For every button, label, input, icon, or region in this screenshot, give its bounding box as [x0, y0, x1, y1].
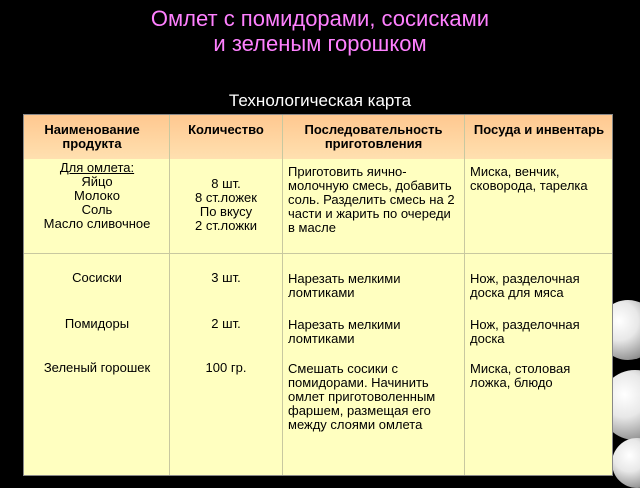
product-cell: Сосиски — [72, 270, 122, 285]
omelet-qty: 2 ст.ложки — [195, 218, 257, 233]
product-cell: Зеленый горошек — [43, 360, 151, 375]
product-cell: Помидоры — [64, 316, 130, 331]
sequence-cell: Нарезать мелкими ломтиками — [288, 317, 401, 346]
omelet-item: Соль — [81, 202, 113, 217]
sequence-cell: Нарезать мелкими ломтиками — [288, 271, 401, 300]
tech-card-table — [23, 114, 613, 476]
decorative-ball — [612, 438, 640, 488]
omelet-item: Масло сливочное — [43, 216, 151, 231]
omelet-utensils: Миска, венчик, сковорода, тарелка — [470, 164, 588, 193]
header-utensils: Посуда и инвентарь — [473, 122, 605, 137]
column-divider — [169, 115, 170, 475]
omelet-label: Для омлета: — [59, 160, 135, 175]
row-divider — [24, 253, 612, 254]
column-divider — [282, 115, 283, 475]
omelet-qty: 8 ст.ложек — [195, 190, 257, 205]
header-quantity: Количество — [188, 122, 264, 137]
header-product: Наименование продукта — [44, 122, 140, 151]
omelet-item: Яйцо — [81, 174, 113, 189]
omelet-quantities — [172, 177, 280, 233]
title-line-2: и зеленым горошком — [213, 31, 427, 56]
omelet-qty: 8 шт. — [211, 176, 241, 191]
column-divider — [464, 115, 465, 475]
quantity-cell: 100 гр. — [205, 360, 247, 375]
sequence-cell: Смешать сосики с помидорами. Начинить омлет приготоволенным фаршем, размещая его между слоями омлета — [288, 361, 436, 432]
title-line-1: Омлет с помидорами, сосисками — [150, 6, 490, 31]
omelet-item: Молоко — [74, 188, 120, 203]
omelet-qty: По вкусу — [199, 204, 253, 219]
utensils-cell: Нож, разделочная доска для мяса — [470, 271, 580, 300]
quantity-cell: 3 шт. — [211, 270, 241, 285]
header-sequence: Последовательность приготовления — [304, 122, 443, 151]
omelet-sequence: Приготовить яично-молочную смесь, добавить соль. Разделить смесь на 2 части и жарить по очереди в масле — [288, 164, 455, 235]
utensils-cell: Миска, столовая ложка, блюдо — [470, 361, 571, 390]
quantity-cell: 2 шт. — [211, 316, 241, 331]
page-subtitle: Технологическая карта — [228, 91, 412, 110]
omelet-products — [26, 161, 168, 231]
page-title — [0, 6, 640, 56]
utensils-cell: Нож, разделочная доска — [470, 317, 580, 346]
